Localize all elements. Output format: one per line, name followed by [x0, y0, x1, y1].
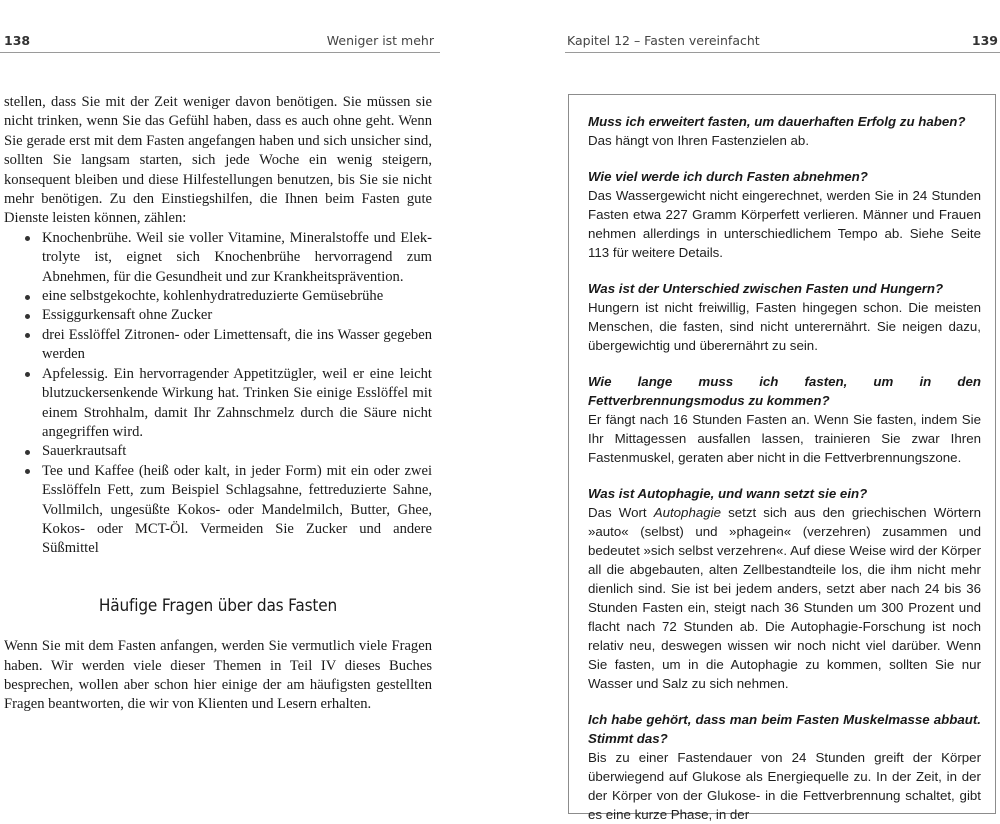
list-item: Essiggurkensaft ohne Zucker: [42, 306, 432, 325]
list-item: Sauerkrautsaft: [42, 442, 432, 461]
faq-answer: Bis zu einer Fastendauer von 24 Stunden greift der Körper überwiegend auf Glukose als Energiequelle zu. In der Zeit, in der der Körper von der Glukose- in die Fettverbrennung schaltet, gibt es eine kurze Phase, in der: [588, 750, 981, 822]
faq-question: Was ist Autophagie, und wann setzt sie ein?: [588, 486, 868, 501]
faq-item: [588, 167, 981, 262]
right-page-number: 139: [971, 33, 998, 48]
faq-item: [588, 484, 981, 693]
faq-answer: Er fängt nach 16 Stunden Fasten an. Wenn Sie fasten, indem Sie Ihr Mittagessen ausfallen lassen, trainieren Sie zwar Ihren Fastenmuskel, geraten aber nicht in die Fettverbrennungszone.: [588, 412, 981, 465]
list-item: Tee und Kaffee (heiß oder kalt, in jeder Form) mit ein oder zwei Esslöffeln Fett, zum Beispiel Schlagsahne, fettreduzierte Sahne, Vollmilch, ungesüßte Kokos- oder Mandelmilch, Butter, Ghee, Kokos- oder MCT-Öl. Vermeiden Sie Zucker und andere Süßmittel: [42, 462, 432, 559]
faq-item: [588, 372, 981, 467]
list-item: Knochenbrühe. Weil sie voller Vitamine, Mineralstoffe und Elektrolyte ist, eignet sich Knochenbrühe hervorragend zum Abnehmen, für die Gesundheit und zur Krankheitsprävention.: [42, 229, 432, 287]
faq-item: [588, 112, 981, 150]
answer-text: Das Wort: [588, 505, 654, 520]
faq-answer: Hungern ist nicht freiwillig, Fasten hingegen schon. Die meisten Menschen, die fasten, sind nicht unterernährt. Sie neigen dazu, übergewichtig und überernährt zu sein.: [588, 300, 981, 353]
intro-paragraph: stellen, dass Sie mit der Zeit weniger davon benötigen. Sie müssen sie nicht trinken, wenn Sie das Gefühl haben, dass es auch ohne geht. Wenn Sie gerade erst mit dem Fasten angefangen haben und sich unsicher sind, sollten Sie langsam starten, sich jede Woche ein wenig steigern, konsequent bleiben und diese Hilfestellungen benutzen, bis Sie sie nicht mehr benötigen. Zu den Einstiegshilfen, die Ihnen beim Fasten gute Dienste leisten können, zählen:: [4, 94, 432, 227]
list-item: Apfelessig. Ein hervorragender Appetitzügler, weil er eine leicht blutzuckersenkende Wirkung hat. Trinken Sie einige Esslöffel mit einem Strohhalm, damit Ihr Zahnschmelz durch die Säure nicht angegriffen wird.: [42, 365, 432, 443]
starter-aids-list: [4, 229, 432, 559]
right-page: [565, 0, 1000, 822]
faq-question: Wie viel werde ich durch Fasten abnehmen?: [588, 169, 868, 184]
faq-box: [568, 94, 996, 822]
left-running-title: Weniger ist mehr: [326, 33, 434, 48]
section-paragraph: Wenn Sie mit dem Fasten anfangen, werden Sie vermutlich viele Fragen haben. Wir werden viele dieser Themen in Teil IV dieses Buches besprechen, wollen aber schon hier einige der am häufigsten gestellten Fragen beantworten, die wir von Klienten und Lesern erhalten.: [4, 638, 432, 713]
faq-answer: Das hängt von Ihren Fastenzielen ab.: [588, 133, 810, 148]
left-body-text: [4, 93, 432, 715]
faq-question: Muss ich erweitert fasten, um dauerhaften Erfolg zu haben?: [588, 114, 966, 129]
left-page: [0, 0, 440, 800]
list-item: eine selbstgekochte, kohlenhydratreduzierte Gemüsebrühe: [42, 287, 432, 306]
faq-question: Ich habe gehört, dass man beim Fasten Muskelmasse abbaut. Stimmt das?: [588, 712, 981, 746]
faq-question: Was ist der Unterschied zwischen Fasten und Hungern?: [588, 281, 944, 296]
left-running-head: [0, 30, 440, 53]
answer-text: setzt sich aus den griechischen Wörtern »auto« (selbst) und »phagein« (verzehren) zusammen und bedeutet »sich selbst verzehren«. Auf diese Weise wird der Körper all die abgebauten, alten Zellbestandteile los, die ihm nicht mehr dienlich sind. Sie ist bei jedem anders, setzt aber nach 24 bis 36 Stunden Fasten ein, steigt nach 36 Stunden um 300 Prozent und flacht nach 72 Stunden ab. Die Autophagie-Forschung ist noch relativ neu, deswegen wissen wir noch nicht viel darüber. Wenn Sie fasten, um in die Autophagie zu kommen, sollten Sie nur Wasser und Salz zu sich nehmen.: [588, 505, 981, 691]
faq-item: [588, 279, 981, 355]
faq-item: [588, 710, 981, 824]
left-page-number: 138: [4, 33, 31, 48]
right-running-title: Kapitel 12 – Fasten vereinfacht: [567, 33, 760, 48]
autophagie-term: Autophagie: [653, 505, 721, 520]
list-item: drei Esslöffel Zitronen- oder Limettensaft, die ins Wasser gegeben werden: [42, 326, 432, 365]
faq-answer: Das Wassergewicht nicht eingerechnet, werden Sie in 24 Stunden Fasten etwa 227 Gramm Körperfett verlieren. Männer und Frauen nehmen allerdings in unterschiedlichem Tempo ab. Siehe Seite 113 für weitere Details.: [588, 188, 981, 260]
faq-question: Wie lange muss ich fasten, um in den Fettverbrennungsmodus zu kommen?: [588, 374, 981, 408]
section-heading: Häufige Fragen über das Fasten: [98, 595, 338, 615]
faq-answer: [588, 503, 981, 693]
right-running-head: [565, 30, 1000, 53]
